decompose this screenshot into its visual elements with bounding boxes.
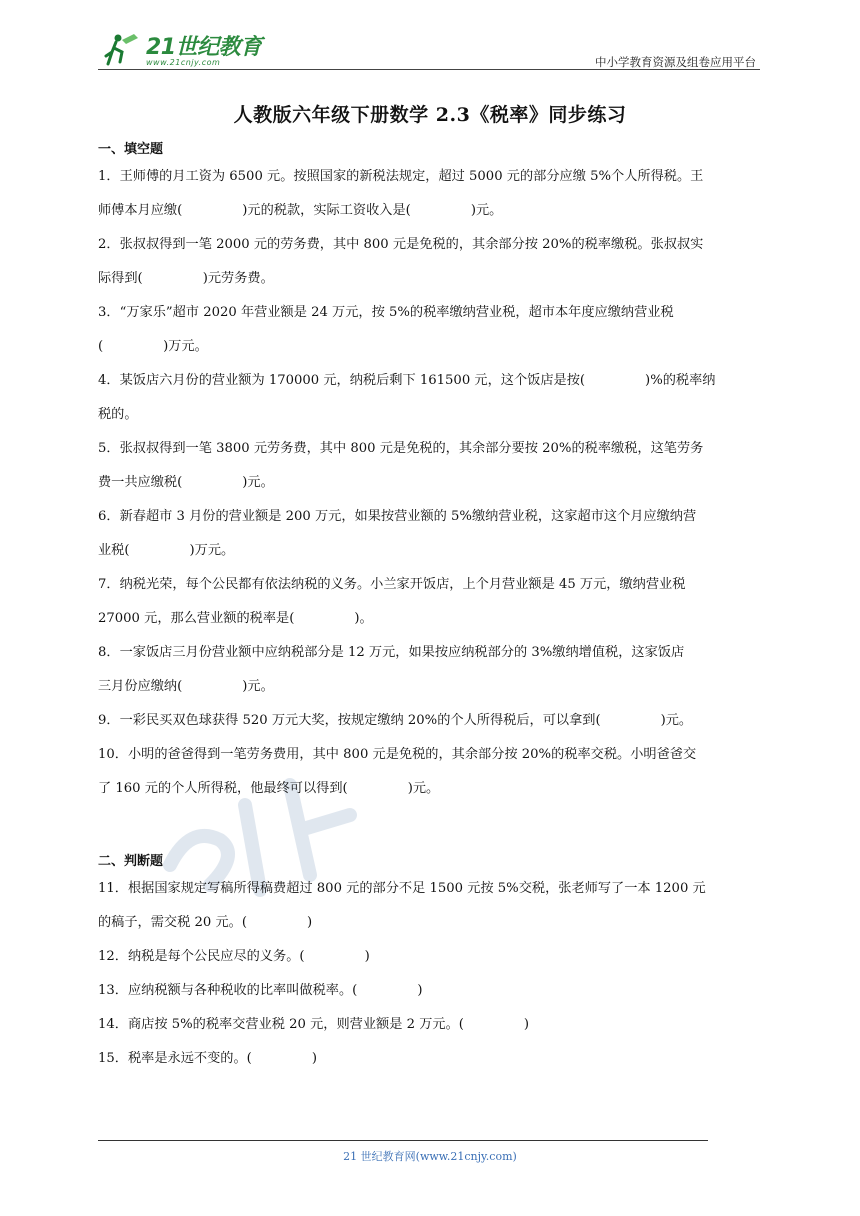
question-8: 8．一家饭店三月份营业额中应纳税部分是 12 万元，如果按应纳税部分的 3%缴纳增值税，这家饭店 三月份应缴纳( )元。 [98,636,762,704]
header-tagline: 中小学教育资源及组卷应用平台 [595,55,756,69]
question-text: 4．某饭店六月份的营业额为 170000 元，纳税后剩下 161500 元，这个饭店是按( [98,373,586,388]
question-text: 13．应纳税额与各种税收的比率叫做税率。( [98,983,358,998]
question-4: 4．某饭店六月份的营业额为 170000 元，纳税后剩下 161500 元，这个饭店是按( )%的税率纳 税的。 [98,373,716,422]
question-9: 9．一彩民买双色球获得 520 万元大奖，按规定缴纳 20%的个人所得税后，可以拿到( )元。 [98,713,693,728]
question-6: 6．新春超市 3 月份的营业额是 200 万元，如果按营业额的 5%缴纳营业税，这家超市这个月应缴纳营 业税( )万元。 [98,500,762,568]
question-text: 11．根据国家规定写稿所得稿费超过 800 元的部分不足 1500 元按 5%交税，张老师写了一本 1200 元 [98,881,706,896]
logo-brand: 21世纪教育 [146,35,262,60]
question-text: 10．小明的爸爸得到一笔劳务费用，其中 800 元是免税的，其余部分按 20%的税率交税。小明爸爸交 [98,747,697,762]
footer-link[interactable]: 21 世纪教育网(www.21cnjy.com) [343,1150,517,1163]
question-5: 5．张叔叔得到一笔 3800 元劳务费，其中 800 元是免税的，其余部分要按 20%的税率缴税，这笔劳务 费一共应缴税( )元。 [98,432,762,500]
logo-url: www.21cnjy.com [146,58,221,67]
footer-rule [98,1140,708,1141]
question-10: 10．小明的爸爸得到一笔劳务费用，其中 800 元是免税的，其余部分按 20%的税率交税。小明爸爸交 了 160 元的个人所得税，他最终可以得到( )元。 [98,738,762,806]
section-fill-in: 一、填空题 [98,142,164,157]
question-7: 7．纳税光荣，每个公民都有依法纳税的义务。小兰家开饭店，上个月营业额是 45 万元，缴纳营业税 27000 元，那么营业额的税率是( )。 [98,568,762,636]
question-14: 14．商店按 5%的税率交营业税 20 元，则营业额是 2 万元。( ) [98,1017,530,1032]
page-header [98,28,760,70]
runner-logo-icon [104,32,142,66]
question-text: 9．一彩民买双色球获得 520 万元大奖，按规定缴纳 20%的个人所得税后，可以拿到( [98,713,601,728]
question-11: 11．根据国家规定写稿所得稿费超过 800 元的部分不足 1500 元按 5%交税，张老师写了一本 1200 元 的稿子，需交税 20 元。( ) [98,872,762,940]
question-text: 5．张叔叔得到一笔 3800 元劳务费，其中 800 元是免税的，其余部分要按 20%的税率缴税，这笔劳务 [98,441,704,456]
question-13: 13．应纳税额与各种税收的比率叫做税率。( ) [98,983,423,998]
question-text: 14．商店按 5%的税率交营业税 20 元，则营业额是 2 万元。( [98,1017,464,1032]
header-rule [98,69,760,70]
question-text: 6．新春超市 3 月份的营业额是 200 万元，如果按营业额的 5%缴纳营业税，这家超市这个月应缴纳营 [98,509,697,524]
question-text: 1．王师傅的月工资为 6500 元。按照国家的新税法规定，超过 5000 元的部分应缴 5%个人所得税。王 [98,169,704,184]
section-judge: 二、判断题 [98,854,164,869]
page-title: 人教版六年级下册数学 2.3《税率》同步练习 [233,104,627,126]
question-text: 3．“万家乐”超市 2020 年营业额是 24 万元，按 5%的税率缴纳营业税，超市本年度应缴纳营业税 [98,305,674,320]
question-text: 8．一家饭店三月份营业额中应纳税部分是 12 万元，如果按应纳税部分的 3%缴纳增值税，这家饭店 [98,645,685,660]
question-12: 12．纳税是每个公民应尽的义务。( ) [98,949,370,964]
question-1: 1．王师傅的月工资为 6500 元。按照国家的新税法规定，超过 5000 元的部分应缴 5%个人所得税。王 师傅本月应缴( )元的税款，实际工资收入是( )元。 [98,160,762,228]
question-15: 15．税率是永远不变的。( ) [98,1051,317,1066]
question-2: 2．张叔叔得到一笔 2000 元的劳务费，其中 800 元是免税的，其余部分按 20%的税率缴税。张叔叔实 际得到( )元劳务费。 [98,228,762,296]
question-text: 2．张叔叔得到一笔 2000 元的劳务费，其中 800 元是免税的，其余部分按 20%的税率缴税。张叔叔实 [98,237,704,252]
question-text: 15．税率是永远不变的。( [98,1051,252,1066]
question-text: 7．纳税光荣，每个公民都有依法纳税的义务。小兰家开饭店，上个月营业额是 45 万元，缴纳营业税 [98,577,686,592]
logo [98,28,268,70]
question-3: 3．“万家乐”超市 2020 年营业额是 24 万元，按 5%的税率缴纳营业税，超市本年度应缴纳营业税 ( )万元。 [98,296,762,364]
question-text: 12．纳税是每个公民应尽的义务。( [98,949,305,964]
